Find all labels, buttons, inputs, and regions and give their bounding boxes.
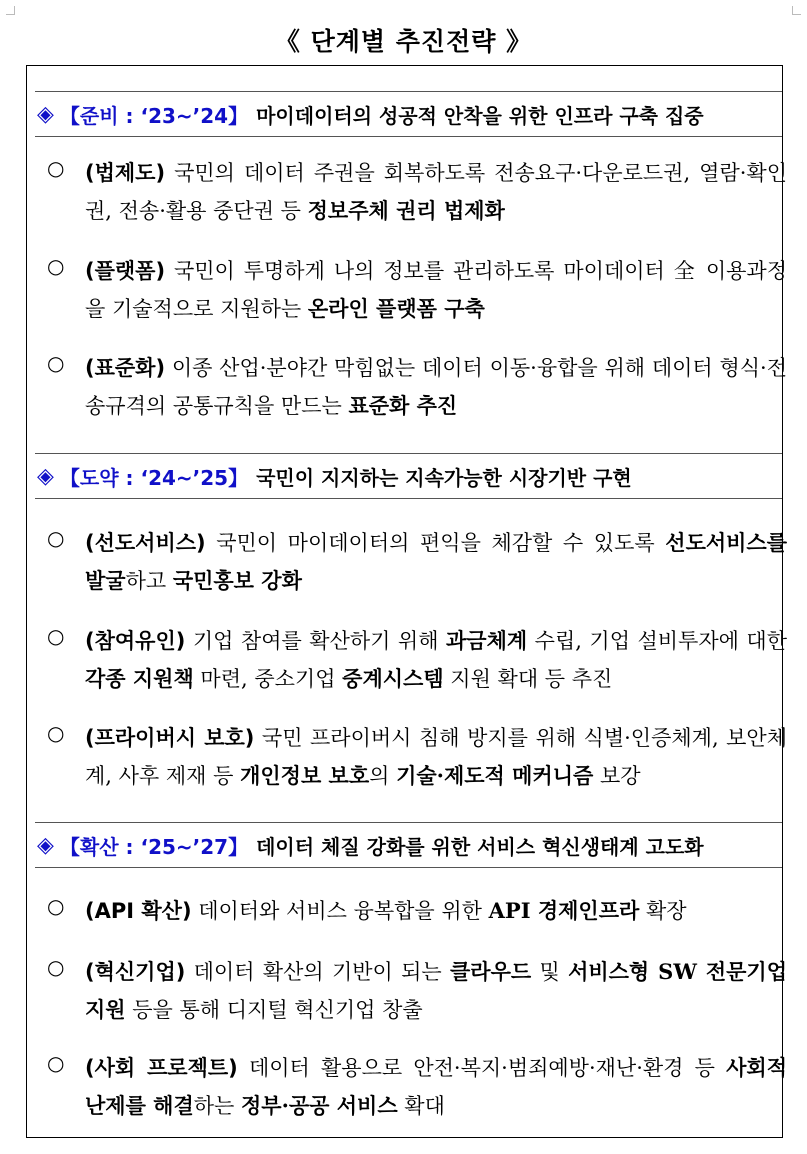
item-emphasis: 각종 지원책 — [85, 666, 194, 691]
item-text: 지원 확대 등 추진 — [443, 667, 613, 691]
item-text: 등을 통해 디지털 혁신기업 창출 — [125, 998, 423, 1022]
list-item — [47, 719, 787, 795]
circle-bullet-icon: ○ — [47, 894, 65, 918]
item-text: 마련, 중소기업 — [193, 667, 343, 691]
item-text: 하고 — [125, 569, 173, 593]
item-emphasis: 표준화 추진 — [348, 393, 458, 418]
item-text: 기업 참여를 확산하기 위해 — [185, 629, 446, 653]
diamond-icon: ◈ — [37, 463, 54, 489]
item-text: 국민이 투명하게 나의 정보를 관리하도록 마이데이터 全 이용과정을 기술적으로 지원하는 — [85, 259, 787, 321]
circle-bullet-icon: ○ — [47, 1051, 65, 1075]
section-header-expand — [35, 822, 782, 868]
item-text: 데이터 활용으로 안전·복지·범죄예방·재난·환경 등 — [237, 1056, 727, 1080]
item-tag: (사회 프로젝트) — [85, 1056, 238, 1080]
item-tag: (혁신기업) — [85, 960, 186, 984]
item-emphasis: 국민홍보 강화 — [172, 568, 302, 593]
circle-bullet-icon: ○ — [47, 624, 65, 648]
circle-bullet-icon: ○ — [47, 721, 65, 745]
item-tag: (API 확산) — [85, 899, 192, 923]
item-text: 수립, 기업 설비투자에 대한 — [527, 629, 787, 653]
item-emphasis: 개인정보 보호 — [240, 763, 370, 788]
list-item — [47, 349, 787, 425]
stage-label: 【준비 : ‘23~’24】 — [59, 103, 249, 128]
item-text: 데이터와 서비스 융복합을 위한 — [191, 899, 489, 923]
list-item — [47, 892, 787, 930]
circle-bullet-icon: ○ — [47, 156, 65, 180]
item-emphasis: 중계시스템 — [342, 666, 444, 691]
section-title: 데이터 체질 강화를 위한 서비스 혁신생태계 고도화 — [256, 834, 704, 859]
item-emphasis: 선도서비스를 발굴 — [85, 530, 787, 593]
circle-bullet-icon: ○ — [47, 254, 65, 278]
item-tag: (플랫폼) — [85, 259, 166, 283]
item-text: 하는 — [193, 1094, 241, 1118]
item-emphasis: 온라인 플랫폼 구축 — [307, 296, 485, 321]
item-text: 및 — [531, 960, 569, 984]
item-emphasis: 클라우드 — [450, 959, 532, 984]
circle-bullet-icon: ○ — [47, 351, 65, 375]
section-title: 국민이 지지하는 지속가능한 시장기반 구현 — [256, 465, 632, 490]
item-emphasis: 과금체계 — [446, 628, 528, 653]
item-text: 이종 산업·분야간 막힘없는 데이터 이동·융합을 위해 데이터 형식·전송규격의 공통규칙을 만드는 — [85, 356, 787, 418]
item-text: 확장 — [639, 899, 687, 923]
list-item — [47, 252, 787, 328]
section-header-leap — [35, 453, 782, 499]
list-item — [47, 154, 787, 230]
item-tag: (참여유인) — [85, 629, 186, 653]
item-tag: (법제도) — [85, 161, 166, 185]
item-emphasis: 기술·제도적 메커니즘 — [396, 763, 594, 788]
crop-mark — [6, 6, 15, 15]
list-item — [47, 622, 787, 698]
item-text: 보강 — [593, 764, 641, 788]
item-emphasis: API 경제인프라 — [488, 898, 640, 923]
diamond-icon: ◈ — [37, 101, 54, 127]
list-item — [47, 524, 787, 600]
item-tag: (프라이버시 보호) — [85, 726, 255, 750]
section-header-prepare — [35, 91, 782, 137]
list-item — [47, 953, 787, 1029]
list-item — [47, 1049, 787, 1125]
item-emphasis: 서비스형 SW 전문기업 지원 — [85, 959, 787, 1022]
item-tag: (선도서비스) — [85, 531, 206, 555]
section-title: 마이데이터의 성공적 안착을 위한 인프라 구축 집중 — [256, 103, 704, 128]
diamond-icon: ◈ — [37, 832, 54, 858]
item-tag: (표준화) — [85, 356, 166, 380]
circle-bullet-icon: ○ — [47, 526, 65, 550]
item-text: 데이터 확산의 기반이 되는 — [185, 960, 451, 984]
item-text: 확대 — [397, 1094, 445, 1118]
page-title: 《 단계별 추진전략 》 — [274, 27, 533, 56]
item-emphasis: 정부·공공 서비스 — [241, 1093, 398, 1118]
item-emphasis: 정보주체 권리 법제화 — [307, 198, 505, 223]
item-text: 국민이 마이데이터의 편익을 체감할 수 있도록 — [205, 531, 666, 555]
item-text: 국민 프라이버시 침해 방지를 위해 식별·인증체계, 보안체계, 사후 제재 등 — [85, 726, 788, 788]
item-emphasis: 사회적 난제를 해결 — [85, 1055, 787, 1118]
crop-mark — [792, 6, 801, 15]
item-text: 국민의 데이터 주권을 회복하도록 전송요구·다운로드권, 열람·확인권, 전송·활용 중단권 등 — [85, 161, 787, 223]
strategy-box — [26, 65, 788, 1138]
item-text: 의 — [369, 764, 397, 788]
stage-label: 【확산 : ‘25~’27】 — [59, 834, 249, 859]
circle-bullet-icon: ○ — [47, 955, 65, 979]
stage-label: 【도약 : ‘24~’25】 — [59, 465, 249, 490]
